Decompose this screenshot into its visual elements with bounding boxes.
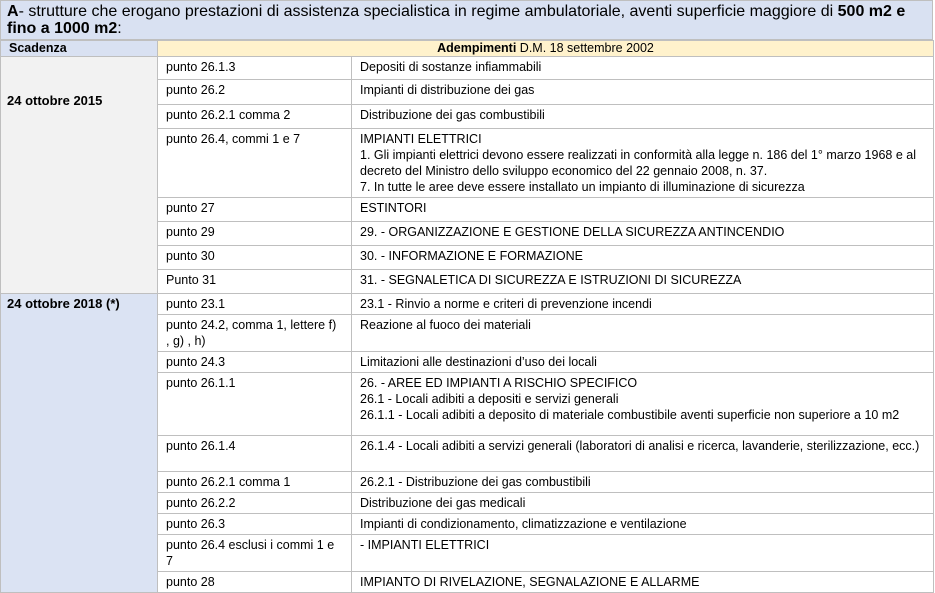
requirement-line: Limitazioni alle destinazioni d’uso dei locali xyxy=(360,355,597,369)
requirement-description xyxy=(352,246,934,270)
decree-reference: punto 26.1.3 xyxy=(158,57,352,80)
decree-reference: punto 29 xyxy=(158,222,352,246)
decree-reference: punto 23.1 xyxy=(158,294,352,315)
requirement-description xyxy=(352,80,934,105)
decree-reference: punto 26.4, commi 1 e 7 xyxy=(158,129,352,198)
decree-reference: punto 30 xyxy=(158,246,352,270)
requirement-line: Distribuzione dei gas medicali xyxy=(360,496,526,510)
requirement-description xyxy=(352,436,934,472)
decree-reference: punto 27 xyxy=(158,198,352,222)
requirement-description xyxy=(352,315,934,352)
requirement-description xyxy=(352,472,934,493)
decree-reference: punto 28 xyxy=(158,572,352,593)
requirement-line: - IMPIANTI ELETTRICI xyxy=(360,538,490,552)
decree-reference: punto 26.1.4 xyxy=(158,436,352,472)
section-title xyxy=(0,0,933,40)
requirement-description xyxy=(352,572,934,593)
requirement-description xyxy=(352,535,934,572)
section-letter: A xyxy=(7,3,19,20)
requirement-description xyxy=(352,105,934,129)
requirement-description xyxy=(352,222,934,246)
table-row xyxy=(1,294,934,315)
requirement-line: 26. - AREE ED IMPIANTI A RISCHIO SPECIFICO xyxy=(360,376,638,390)
deadline-date: 24 ottobre 2015 xyxy=(1,57,158,294)
requirement-description xyxy=(352,294,934,315)
requirement-line: 29. - ORGANIZZAZIONE E GESTIONE DELLA SICUREZZA ANTINCENDIO xyxy=(360,225,785,239)
requirement-description xyxy=(352,514,934,535)
requirement-description xyxy=(352,198,934,222)
decree-reference: punto 26.2.2 xyxy=(158,493,352,514)
requirement-line: 23.1 - Rinvio a norme e criteri di prevenzione incendi xyxy=(360,297,652,311)
requirement-line: 1. Gli impianti elettrici devono essere realizzati in conformità alla legge n. 186 del 1° marzo 1968 e al decreto del Ministro dello sviluppo economico del 22 gennaio 2008, n. 37. xyxy=(360,148,916,178)
requirement-line: IMPIANTI ELETTRICI xyxy=(360,132,482,146)
requirement-description xyxy=(352,129,934,198)
requirement-line: 31. - SEGNALETICA DI SICUREZZA E ISTRUZIONI DI SICUREZZA xyxy=(360,273,742,287)
decree-reference: punto 26.4 esclusi i commi 1 e 7 xyxy=(158,535,352,572)
requirement-line: 30. - INFORMAZIONE E FORMAZIONE xyxy=(360,249,583,263)
requirement-line: Depositi di sostanze infiammabili xyxy=(360,60,542,74)
requirement-line: Distribuzione dei gas combustibili xyxy=(360,108,545,122)
decree-reference: punto 26.2.1 comma 2 xyxy=(158,105,352,129)
section-title-colon: : xyxy=(117,20,122,37)
header-adempimenti xyxy=(158,41,934,57)
requirement-line: 26.2.1 - Distribuzione dei gas combustibili xyxy=(360,475,591,489)
decree-reference: punto 26.2 xyxy=(158,80,352,105)
deadlines-table xyxy=(0,40,934,593)
table-header-row xyxy=(1,41,934,57)
decree-reference: punto 24.3 xyxy=(158,352,352,373)
requirement-description xyxy=(352,270,934,294)
requirement-line: 26.1.1 - Locali adibiti a deposito di materiale combustibile aventi superficie non superiore a 10 m2 xyxy=(360,408,900,422)
decree-reference: punto 26.2.1 comma 1 xyxy=(158,472,352,493)
header-scadenza: Scadenza xyxy=(1,41,158,57)
header-adempimenti-decree: D.M. 18 settembre 2002 xyxy=(516,41,654,55)
requirement-line: IMPIANTO DI RIVELAZIONE, SEGNALAZIONE E ALLARME xyxy=(360,575,700,589)
requirement-line: 26.1.4 - Locali adibiti a servizi generali (laboratori di analisi e ricerca, lavanderie, sterilizzazione, ecc.) xyxy=(360,439,920,453)
requirement-line: Impianti di distribuzione dei gas xyxy=(360,83,535,97)
requirement-description xyxy=(352,57,934,80)
decree-reference: punto 24.2, comma 1, lettere f) , g) , h) xyxy=(158,315,352,352)
requirement-line: Impianti di condizionamento, climatizzazione e ventilazione xyxy=(360,517,687,531)
requirement-description xyxy=(352,493,934,514)
table-body xyxy=(1,57,934,593)
requirement-line: Reazione al fuoco dei materiali xyxy=(360,318,531,332)
header-adempimenti-bold: Adempimenti xyxy=(437,41,517,55)
decree-reference: Punto 31 xyxy=(158,270,352,294)
requirement-description xyxy=(352,373,934,436)
table-row xyxy=(1,57,934,80)
section-title-size: 500 m2 e fino a 1000 m2 xyxy=(7,3,906,37)
requirement-line: ESTINTORI xyxy=(360,201,427,215)
decree-reference: punto 26.1.1 xyxy=(158,373,352,436)
requirement-line: 26.1 - Locali adibiti a depositi e servizi generali xyxy=(360,392,619,406)
section-title-text: - strutture che erogano prestazioni di assistenza specialistica in regime ambulatoriale, aventi superficie maggiore di xyxy=(18,3,838,20)
deadline-date: 24 ottobre 2018 (*) xyxy=(1,294,158,593)
requirement-description xyxy=(352,352,934,373)
decree-reference: punto 26.3 xyxy=(158,514,352,535)
requirement-line: 7. In tutte le aree deve essere installato un impianto di illuminazione di sicurezza xyxy=(360,180,805,194)
